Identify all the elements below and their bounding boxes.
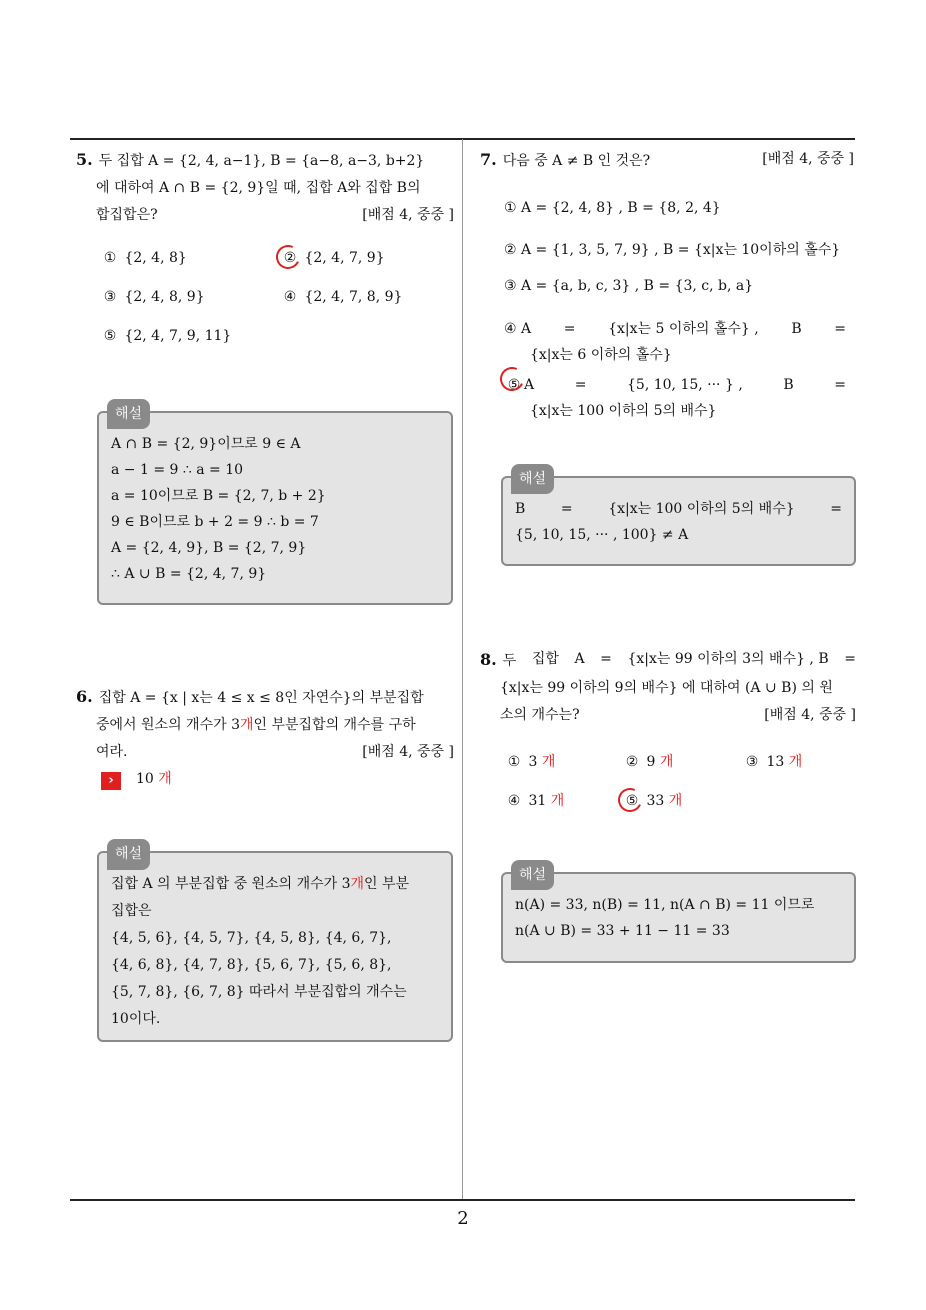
solution-line: B = {x|x는 100 이하의 5의 배수} =: [515, 501, 842, 517]
choice-5[interactable]: ⑤ 33 개: [622, 790, 682, 810]
problem-7: [480, 146, 854, 175]
problem-number: 8.: [480, 650, 497, 669]
problem-number: 7.: [480, 150, 497, 169]
solution-line: {5, 7, 8}, {6, 7, 8} 따라서 부분집합의 개수는: [111, 984, 407, 1000]
score-tag: [배점 4, 중중 ]: [362, 744, 454, 760]
answer-circle: [497, 364, 528, 395]
choice-2[interactable]: ② 9 개: [625, 754, 674, 770]
solution-line: {4, 6, 8}, {4, 7, 8}, {5, 6, 7}, {5, 6, 8},: [111, 957, 392, 973]
choice-4[interactable]: ④ 31 개: [507, 793, 565, 809]
solution-line: {5, 10, 15, ··· , 100} ≠ A: [515, 527, 689, 543]
bottom-rule: [70, 1199, 855, 1201]
problem-5: [76, 146, 454, 229]
solution-box-7: [501, 471, 856, 566]
solution-line: n(A ∪ B) = 33 + 11 − 11 = 33: [515, 923, 730, 939]
solution-line: 집합은: [111, 903, 152, 919]
problem-text: 집합 A = {x | x는 4 ≤ x ≤ 8인 자연수}의 부분집합: [98, 690, 424, 706]
unit-text: 개: [239, 717, 254, 733]
score-tag: [배점 4, 중중 ]: [762, 151, 854, 167]
problem-text: 다음 중 A ≠ B 인 것은?: [502, 153, 651, 169]
problem-text: 여라.: [96, 744, 128, 760]
solution-line: A = {2, 4, 9}, B = {2, 7, 9}: [111, 540, 307, 556]
problem-6: [76, 683, 454, 766]
solution-label: 해설: [511, 464, 554, 494]
solution-box-8: [501, 867, 856, 963]
problem-text: 인 부분집합의 개수를 구하: [253, 717, 416, 733]
problem-text: 두 집합 A = {2, 4, a−1}, B = {a−8, a−3, b+2}: [98, 153, 425, 169]
problem-number: 6.: [76, 687, 93, 706]
solution-line: ∴ A ∪ B = {2, 4, 7, 9}: [111, 566, 267, 582]
problem-text: {x|x는 99 이하의 9의 배수} 에 대하여 (A ∪ B) 의 원: [500, 680, 833, 696]
answer-text: 10 개: [136, 771, 172, 787]
problem-8: 8. 두 집합 A = {x|x는 99 이하의 3의 배수} , B = {x|x는 99 이하의 9의 배수} 에 대하여 (A ∪ B) 의 원 소의 개수는? [배점 4, 중중 ]: [480, 646, 856, 729]
choice-1[interactable]: ① {2, 4, 8}: [103, 250, 187, 266]
solution-line: 10이다.: [111, 1011, 161, 1027]
solution-line: a = 10이므로 B = {2, 7, b + 2}: [111, 488, 326, 504]
choice-4[interactable]: ④ A = {x|x는 5 이하의 홀수} , B = {x|x는 6 이하의 홀수}: [504, 321, 846, 363]
score-tag: [배점 4, 중중 ]: [764, 707, 856, 723]
solution-box-5: [97, 406, 453, 605]
choice-5[interactable]: ⑤ {2, 4, 7, 9, 11}: [103, 328, 232, 344]
problem-text: 소의 개수는?: [500, 707, 580, 723]
problem-text: 중에서 원소의 개수가 3: [96, 717, 240, 733]
solution-label: 해설: [107, 399, 150, 429]
problem-number: 5.: [76, 150, 93, 169]
answer-circle: [273, 242, 304, 273]
solution-line: A ∩ B = {2, 9}이므로 9 ∈ A: [111, 436, 301, 452]
solution-line: a − 1 = 9 ∴ a = 10: [111, 462, 244, 478]
choice-2[interactable]: ② A = {1, 3, 5, 7, 9} , B = {x|x는 10이하의 홀수}: [504, 242, 841, 258]
choice-3[interactable]: ③ 13 개: [745, 754, 803, 770]
choice-1[interactable]: ① A = {2, 4, 8} , B = {8, 2, 4}: [504, 200, 721, 216]
choice-1[interactable]: ① 3 개: [507, 754, 556, 770]
solution-line: {4, 5, 6}, {4, 5, 7}, {4, 5, 8}, {4, 6, 7},: [111, 930, 392, 946]
page-number: 2: [457, 1208, 469, 1229]
problem-text: 에 대하여 A ∩ B = {2, 9}일 때, 집합 A와 집합 B의: [96, 180, 421, 196]
solution-label: 해설: [511, 860, 554, 890]
solution-box-6: [97, 846, 453, 1042]
solution-label: 해설: [107, 839, 150, 870]
choice-3[interactable]: ③ A = {a, b, c, 3} , B = {3, c, b, a}: [504, 278, 754, 294]
solution-line: 집합 A 의 부분집합 중 원소의 개수가 3개인 부분: [111, 876, 410, 892]
answer-arrow-icon: ›: [101, 772, 121, 790]
choices-5: [100, 250, 460, 360]
solution-line: 9 ∈ B이므로 b + 2 = 9 ∴ b = 7: [111, 514, 319, 530]
choice-4[interactable]: ④ {2, 4, 7, 8, 9}: [283, 289, 403, 305]
solution-line: n(A) = 33, n(B) = 11, n(A ∩ B) = 11 이므로: [515, 897, 815, 913]
answer-circle: [615, 785, 646, 816]
choices-8: [504, 751, 854, 821]
column-divider: [462, 139, 463, 1201]
problem-text: 합집합은?: [96, 207, 158, 223]
choice-5[interactable]: ⑤ A = {5, 10, 15, ··· } , B = {x|x는 100 이하의 5의 배수}: [504, 372, 846, 424]
score-tag: [배점 4, 중중 ]: [362, 207, 454, 223]
choice-2[interactable]: ② {2, 4, 7, 9}: [280, 250, 385, 266]
choice-3[interactable]: ③ {2, 4, 8, 9}: [103, 289, 205, 305]
